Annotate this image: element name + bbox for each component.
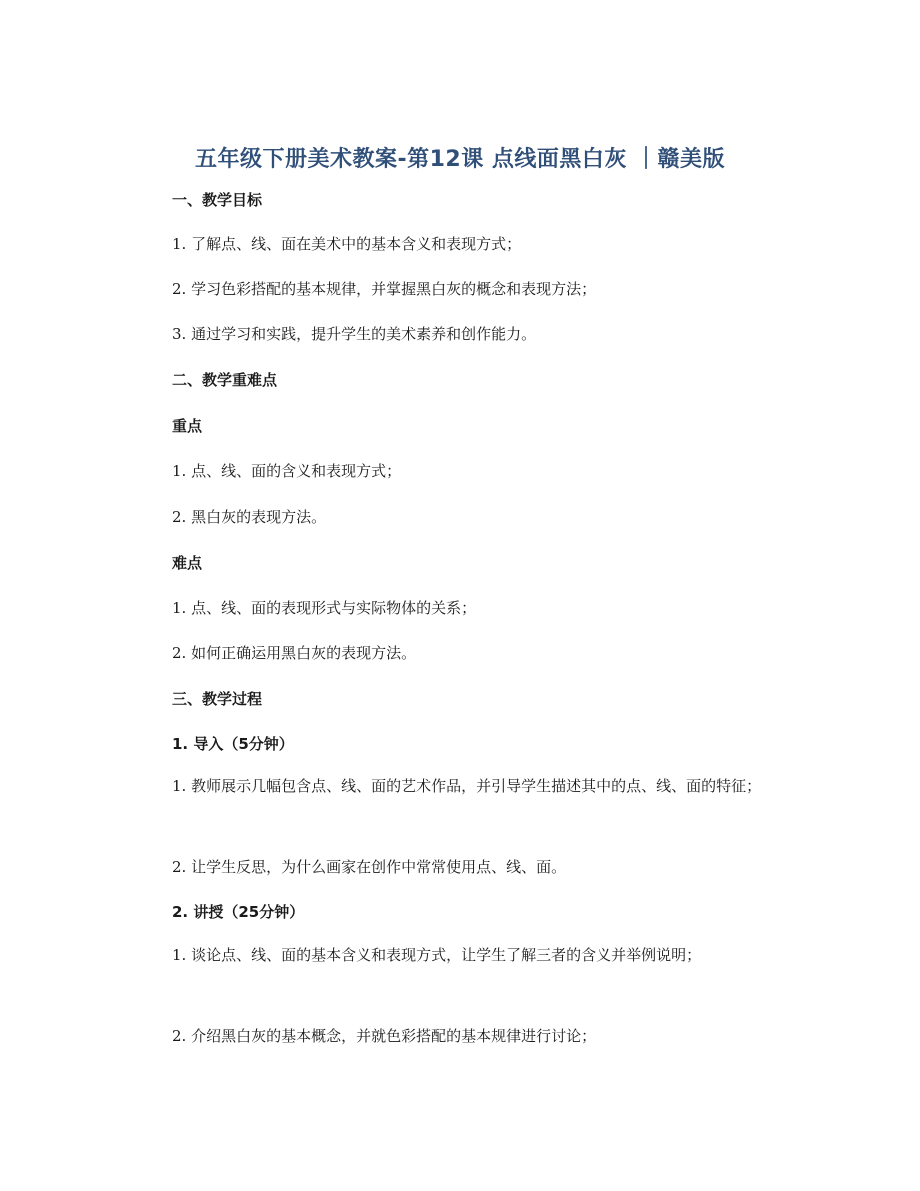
lecture-item-2: 2. 介绍黑白灰的基本概念，并就色彩搭配的基本规律进行讨论； xyxy=(172,1027,597,1045)
objective-item-3: 3. 通过学习和实践，提升学生的美术素养和创作能力。 xyxy=(172,325,537,343)
key-item-2: 2. 黑白灰的表现方法。 xyxy=(172,508,327,526)
step-heading-lecture: 2. 讲授（25分钟） xyxy=(172,903,305,921)
difficult-item-1: 1. 点、线、面的表现形式与实际物体的关系； xyxy=(172,599,477,617)
objective-item-1: 1. 了解点、线、面在美术中的基本含义和表现方式； xyxy=(172,235,522,253)
section-heading-objectives: 一、教学目标 xyxy=(172,191,263,209)
key-item-1: 1. 点、线、面的含义和表现方式； xyxy=(172,462,402,480)
difficult-item-2: 2. 如何正确运用黑白灰的表现方法。 xyxy=(172,644,417,662)
step-heading-intro: 1. 导入（5分钟） xyxy=(172,735,294,753)
section-heading-key-points: 二、教学重难点 xyxy=(172,371,278,389)
section-heading-process: 三、教学过程 xyxy=(172,690,263,708)
intro-item-2: 2. 让学生反思，为什么画家在创作中常常使用点、线、面。 xyxy=(172,858,567,876)
objective-item-2: 2. 学习色彩搭配的基本规律，并掌握黑白灰的概念和表现方法； xyxy=(172,280,597,298)
document-title: 五年级下册美术教案-第12课 点线面黑白灰 ｜赣美版 xyxy=(194,147,726,172)
lecture-item-1: 1. 谈论点、线、面的基本含义和表现方式，让学生了解三者的含义并举例说明； xyxy=(172,946,702,964)
intro-item-1: 1. 教师展示几幅包含点、线、面的艺术作品，并引导学生描述其中的点、线、面的特征； xyxy=(172,777,762,795)
subheading-difficult: 难点 xyxy=(172,554,203,572)
subheading-key: 重点 xyxy=(172,417,203,435)
